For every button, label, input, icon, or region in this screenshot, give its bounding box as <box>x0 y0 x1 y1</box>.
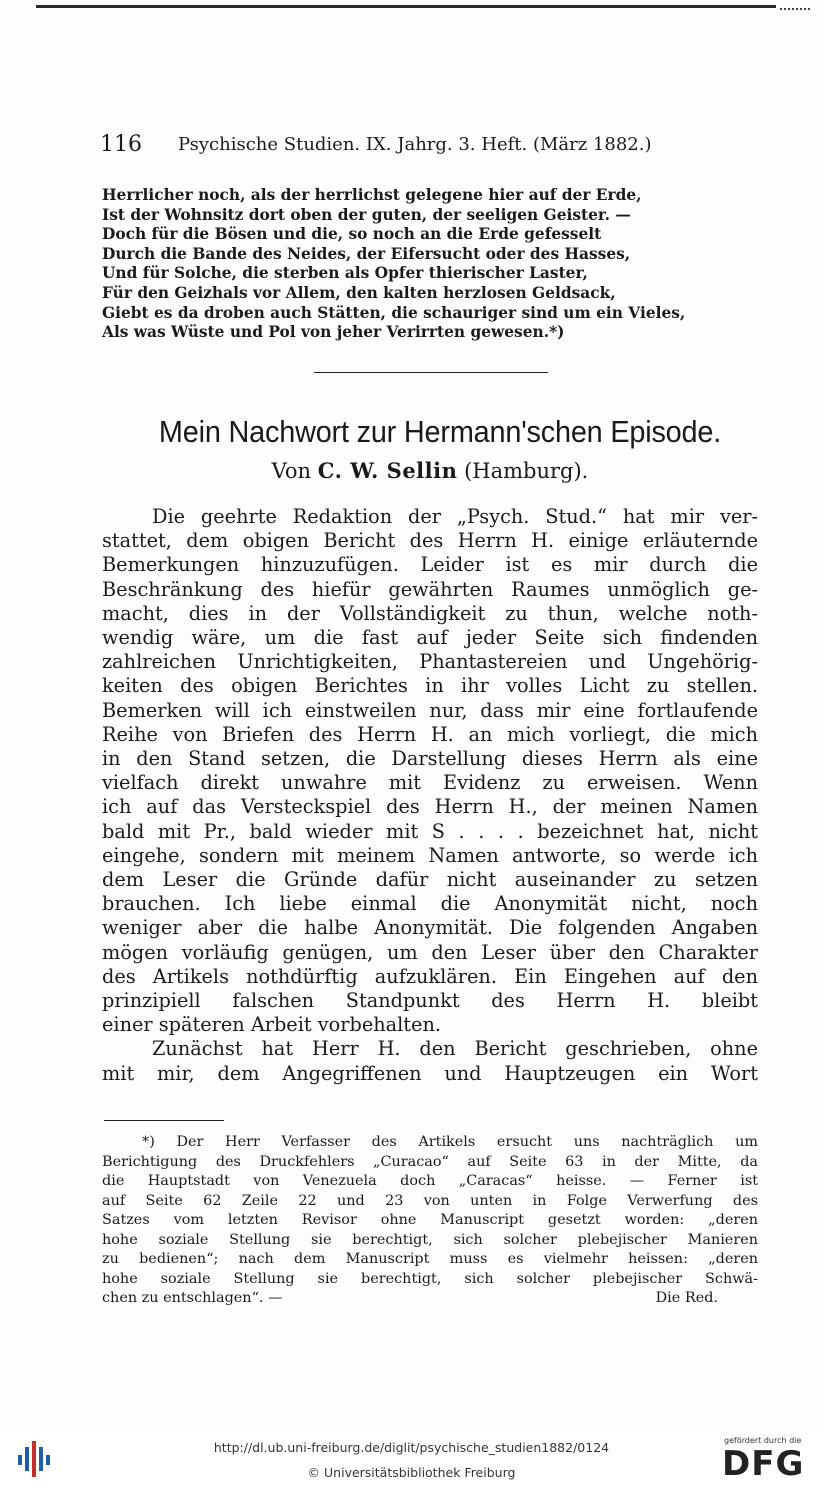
poem-line: Ist der Wohnsitz dort oben der guten, der seeligen Geister. — <box>102 205 631 224</box>
paragraph-2 <box>102 1037 758 1085</box>
dfg-funded-by: gefördert durch die <box>724 1436 802 1445</box>
footnote-line: hohe soziale Stellung sie berechtigt, sich solcher plebejischer Manieren <box>102 1231 758 1248</box>
text-line: zahlreichen Unrichtigkeiten, Phantastereien und Ungehörig- <box>102 650 758 674</box>
text-line: Bemerken will ich einstweilen nur, dass mir eine fortlaufende <box>102 698 758 722</box>
text-line: in den Stand setzen, die Darstellung dieses Herrn als eine <box>102 747 758 771</box>
running-header <box>100 132 720 162</box>
footnote-line: chen zu entschlagen“. — <box>102 1290 283 1306</box>
footnote-last-row <box>102 1289 758 1309</box>
byline-author: C. W. Sellin <box>317 458 458 483</box>
text-line: prinzipiell falschen Standpunkt des Herrn H. bleibt <box>102 989 758 1013</box>
text-line: stattet, dem obigen Bericht des Herrn H. einige erläuternde <box>102 529 758 553</box>
text-line: des Artikels nothdürftig aufzuklären. Ein Eingehen auf den <box>102 964 758 988</box>
article-body <box>102 505 758 1086</box>
poem-line: Durch die Bande des Neides, der Eifersucht oder des Hasses, <box>102 244 631 263</box>
article-title: Mein Nachwort zur Hermann'schen Episode. <box>158 414 722 449</box>
text-line: dem Leser die Gründe dafür nicht auseinander zu setzen <box>102 868 758 892</box>
text-line: Zunächst hat Herr H. den Bericht geschrieben, ohne <box>152 1037 758 1061</box>
page-permalink[interactable]: http://dl.ub.uni-freiburg.de/diglit/psychische_studien1882/0124 <box>213 1440 610 1455</box>
footnote-line: auf Seite 62 Zeile 22 und 23 von unten in Folge Verwerfung des <box>102 1192 758 1209</box>
footnote-line: Berichtigung des Druckfehlers „Curacao“ auf Seite 63 in der Mitte, da <box>102 1153 758 1170</box>
section-separator <box>314 372 548 373</box>
top-border-rule <box>36 5 776 8</box>
footnote <box>102 1133 758 1309</box>
text-line: vielfach direkt unwahre mit Evidenz zu erweisen. Wenn <box>102 771 758 795</box>
poem-line: Als was Wüste und Pol von jeher Verirrten gewesen.*) <box>102 323 565 342</box>
editor-signature: Die Red. <box>655 1290 718 1306</box>
byline <box>0 458 823 483</box>
paragraph-1 <box>102 505 758 1037</box>
copyright-notice: © Universitätsbibliothek Freiburg <box>307 1465 516 1480</box>
text-line: einer späteren Arbeit vorbehalten. <box>102 1013 442 1037</box>
top-border-dots <box>780 8 810 10</box>
text-line: Die geehrte Redaktion der „Psych. Stud.“ hat mir ver- <box>152 505 758 528</box>
poem-line: Doch für die Bösen und die, so noch an die Erde gefesselt <box>102 225 602 244</box>
footnote-line: die Hauptstadt von Venezuela doch „Caracas“ heisse. — Ferner ist <box>102 1173 758 1189</box>
dfg-logo <box>720 1436 816 1482</box>
footnote-line: zu bedienen“; nach dem Manuscript muss es vielmehr heissen: „deren <box>102 1251 758 1267</box>
dfg-logo-text: DFG <box>722 1444 805 1484</box>
text-line: mögen vorläufig genügen, um den Leser über den Charakter <box>102 940 758 964</box>
byline-von: Von <box>271 459 312 483</box>
poem-line: Herrlicher noch, als der herrlichst gelegene hier auf der Erde, <box>102 186 642 204</box>
footnote-rule <box>104 1120 224 1121</box>
poem-line: Und für Solche, die sterben als Opfer thierischer Laster, <box>102 264 588 283</box>
text-line: Bemerkungen hinzuzufügen. Leider ist es mir durch die <box>102 553 758 577</box>
text-line: Beschränkung des hiefür gewährten Raumes unmöglich ge- <box>102 577 758 601</box>
running-title: Psychische Studien. IX. Jahrg. 3. Heft. (März 1882.) <box>178 134 652 155</box>
footnote-line: Satzes vom letzten Revisor ohne Manuscript gesetzt worden: „deren <box>102 1212 758 1228</box>
text-line: ich auf das Versteckspiel des Herrn H., der meinen Namen <box>102 795 758 819</box>
text-line: bald mit Pr., bald wieder mit S . . . . bezeichnet hat, nicht <box>102 819 758 843</box>
poem-block <box>102 186 762 343</box>
text-line: macht, dies in der Vollständigkeit zu thun, welche noth- <box>102 601 758 625</box>
byline-place: (Hamburg). <box>464 459 589 483</box>
text-line: weniger aber die halbe Anonymität. Die folgenden Angaben <box>102 916 758 940</box>
poem-line: Giebt es da droben auch Stätten, die schauriger sind um ein Vieles, <box>102 303 686 322</box>
text-line: wendig wäre, um die fast auf jeder Seite sich findenden <box>102 626 758 650</box>
text-line: keiten des obigen Berichtes in ihr volles Licht zu stellen. <box>102 674 758 698</box>
footnote-line: *) Der Herr Verfasser des Artikels ersucht uns nachträglich um <box>142 1134 758 1150</box>
page-number: 116 <box>100 132 142 157</box>
text-line: mit mir, dem Angegriffenen und Hauptzeugen ein Wort <box>102 1061 758 1085</box>
text-line: brauchen. Ich liebe einmal die Anonymität nicht, noch <box>102 892 758 916</box>
text-line: eingehe, sondern mit meinem Namen antworte, so werde ich <box>102 843 758 867</box>
text-line: Reihe von Briefen des Herrn H. an mich vorliegt, die mich <box>102 722 758 746</box>
footnote-line: hohe soziale Stellung sie berechtigt, sich solcher plebejischer Schwä- <box>102 1270 758 1287</box>
poem-line: Für den Geizhals vor Allem, den kalten herzlosen Geldsack, <box>102 283 616 302</box>
